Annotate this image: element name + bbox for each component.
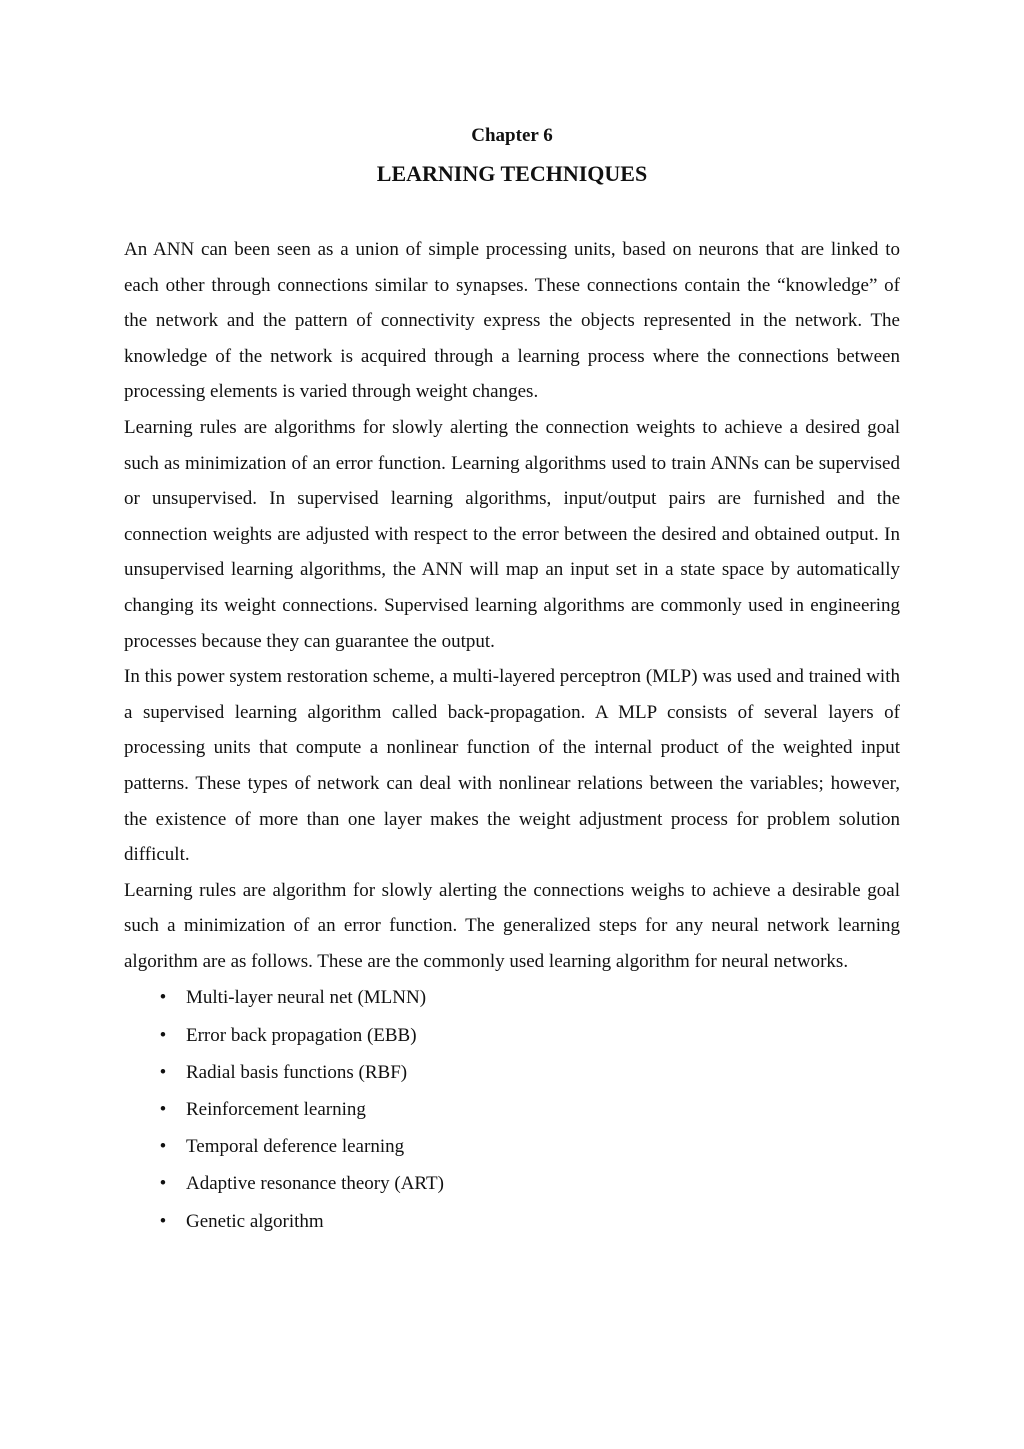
paragraph-learning-rules: Learning rules are algorithms for slowly alerting the connection weights to achieve a desired goal such as minimization of an error function. Learning algorithms used to train ANNs can be supervised or unsupervised. In supervised learning algorithms, input/output pairs are furnished and the connection weights are adjusted with respect to the error between the desired and obtained output. In unsupervised learning algorithms, the ANN will map an input set in a state space by automatically changing its weight connections. Supervised learning algorithms are commonly used in engineering processes because they can guarantee the output. <box>124 416 900 652</box>
list-item <box>124 1054 900 1091</box>
paragraph-learning-algorithms: Learning rules are algorithm for slowly alerting the connections weighs to achieve a desirable goal such a minimization of an error function. The generalized steps for any neural network learning algorithm are as follows. These are the commonly used learning algorithm for neural networks. <box>124 879 900 972</box>
list-item-text: Error back propagation (EBB) <box>186 1024 417 1046</box>
body-text <box>124 232 900 1240</box>
bullet-icon: • <box>159 1024 167 1046</box>
bullet-icon: • <box>159 1099 167 1121</box>
list-item-text: Genetic algorithm <box>186 1210 324 1232</box>
bullet-icon: • <box>159 1210 167 1232</box>
list-item <box>124 1165 900 1202</box>
paragraph-ann-definition: An ANN can been seen as a union of simple processing units, based on neurons that are linked to each other through connections similar to synapses. These connections contain the “knowledge” of the network and the pattern of connectivity express the objects represented in the network. The knowledge of the network is acquired through a learning process where the connections between processing elements is varied through weight changes. <box>124 239 900 403</box>
list-item <box>124 979 900 1016</box>
list-item <box>124 1091 900 1128</box>
chapter-title: LEARNING TECHNIQUES <box>376 161 648 186</box>
chapter-number: Chapter 6 <box>471 125 553 146</box>
paragraph-mlp-scheme: In this power system restoration scheme, a multi-layered perceptron (MLP) was used and trained with a supervised learning algorithm called back-propagation. A MLP consists of several layers of processing units that compute a nonlinear function of the internal product of the weighted input patterns. These types of network can deal with nonlinear relations between the variables; however, the existence of more than one layer makes the weight adjustment process for problem solution difficult. <box>124 666 900 866</box>
bullet-icon: • <box>159 1136 167 1158</box>
learning-algorithm-list <box>124 979 900 1239</box>
list-item-text: Radial basis functions (RBF) <box>186 1061 408 1083</box>
list-item-text: Reinforcement learning <box>186 1099 366 1121</box>
list-item-text: Adaptive resonance theory (ART) <box>186 1173 444 1195</box>
bullet-icon: • <box>159 987 167 1009</box>
list-item <box>124 1128 900 1165</box>
bullet-icon: • <box>159 1061 167 1083</box>
list-item-text: Temporal deference learning <box>186 1136 405 1158</box>
bullet-icon: • <box>159 1173 167 1195</box>
list-item <box>124 1017 900 1054</box>
list-item-text: Multi-layer neural net (MLNN) <box>186 987 427 1009</box>
list-item <box>124 1203 900 1240</box>
